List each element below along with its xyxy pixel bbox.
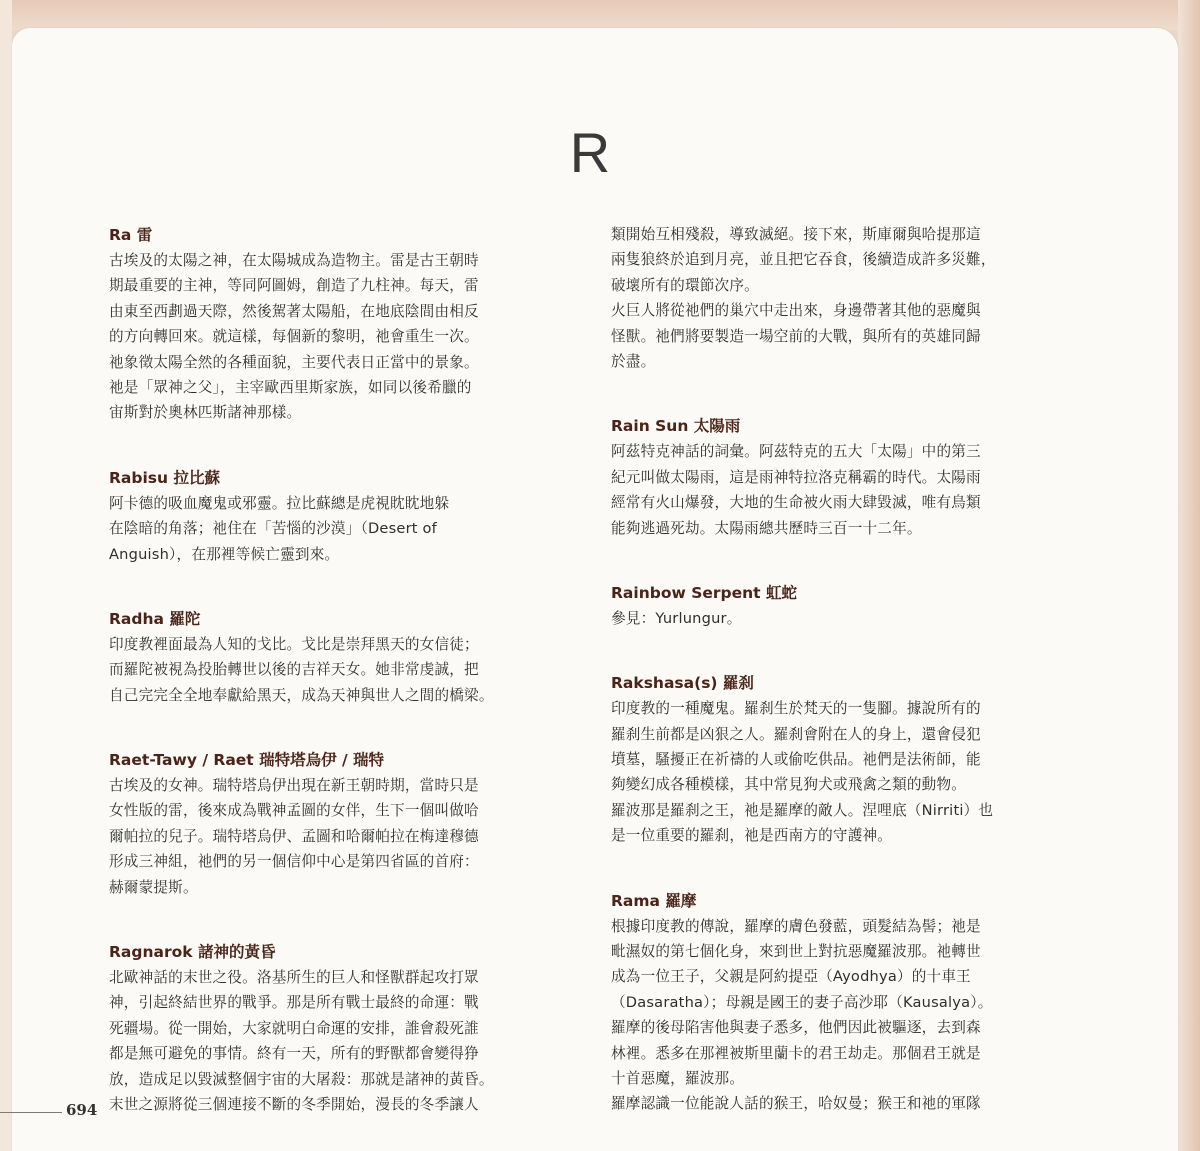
entry-gap [109,567,564,606]
entry-text-line: 印度教的一種魔鬼。羅刹生於梵天的一隻腳。據說所有的 [611,700,981,718]
entry-text-line: 自己完完全全地奉獻給黑天，成為天神與世人之間的橋梁。 [109,686,494,704]
entry-text-line: 羅刹生前都是凶狠之人。羅刹會附在人的身上，還會侵犯 [611,725,981,743]
entry-text-line: 墳墓，騷擾正在祈禱的人或偷吃供品。祂們是法術師，能 [611,751,981,769]
dictionary-entry [109,939,564,1117]
entry-text-line: 類開始互相殘殺，導致滅絕。接下來，斯庫爾與哈提那這 [611,226,981,243]
right-text-column [611,222,1067,1117]
dictionary-entry [109,465,564,567]
entry-text-line: 神，引起終結世界的戰爭。那是所有戰士最終的命運：戰 [109,994,479,1012]
entry-text-line: 羅波那是羅刹之王，祂是羅摩的敵人。涅哩底（Nirriti）也 [611,801,994,819]
dictionary-entry [109,606,564,708]
entry-title: Ragnarok 諸神的黃昏 [109,943,276,962]
entry-title: Rainbow Serpent 虹蛇 [611,583,797,602]
entry-text-line: 祂象徵太陽全然的各種面貌，主要代表日正當中的景象。 [109,353,479,371]
dictionary-entry [611,580,1067,631]
entry-title: Ra 雷 [109,226,153,244]
entry-gap [611,631,1067,670]
entry-text-line: 古埃及的女神。瑞特塔烏伊出現在新王朝時期，當時只是 [109,777,479,795]
footer-rule [0,1112,62,1113]
entry-text-line: 古埃及的太陽之神，在太陽城成為造物主。雷是古王朝時 [109,252,479,269]
entry-text-line: 放，造成足以毀滅整個宇宙的大屠殺：那就是諸神的黃昏。 [109,1070,494,1088]
entry-text-line: 是一位重要的羅刹，祂是西南方的守護神。 [611,827,893,845]
entry-text-line: 的方向轉回來。就這樣，每個新的黎明，祂會重生一次。 [109,328,479,346]
entry-text-line: 而羅陀被視為投胎轉世以後的吉祥天女。她非常虔誠，把 [109,661,479,679]
entry-text-line: 兩隻狼終於追到月亮，並且把它吞食，後續造成許多災難， [611,251,996,269]
entry-text-line: 期最重要的主神，等同阿圖姆，創造了九柱神。每天，雷 [109,277,479,295]
entry-text-line: 赫爾蒙提斯。 [109,878,198,896]
entry-title: Rakshasa(s) 羅刹 [611,674,754,693]
entry-text-line: 林裡。悉多在那裡被斯里蘭卡的君王劫走。那個君王就是 [611,1044,981,1062]
entry-gap [611,849,1067,888]
entry-text-line: 祂是「眾神之父」，主宰歐西里斯家族，如同以後希臘的 [109,378,472,396]
entry-text-line: 由東至西劃過天際，然後駕著太陽船，在地底陰間由相反 [109,302,479,320]
entry-text-line: 於盡。 [611,352,656,370]
entry-text-line: 死疆場。從一開始，大家就明白命運的安排，誰會殺死誰 [109,1019,479,1037]
entry-text-line: 羅摩認識一位能說人話的猴王，哈奴曼；猴王和祂的軍隊 [611,1095,981,1113]
dictionary-entry [109,747,564,900]
entry-text-line: 經常有火山爆發，大地的生命被火雨大肆毀滅，唯有鳥類 [611,494,981,512]
page-right-edge [1178,0,1200,1151]
entry-text-line: 十首惡魔，羅波那。 [611,1069,745,1087]
dictionary-entry [611,888,1067,1117]
entry-title: Rabisu 拉比蘇 [109,468,220,487]
entry-text-line: 爾帕拉的兒子。瑞特塔烏伊、孟圖和哈爾帕拉在梅達穆德 [109,827,479,845]
entry-gap [109,900,564,939]
entry-title: Rama 羅摩 [611,891,697,910]
entry-text-line: 成為一位王子，父親是阿約提亞（Ayodhya）的十車王 [611,968,971,986]
entry-text-line: Anguish），在那裡等候亡靈到來。 [109,545,340,563]
entry-text-line: 末世之源將從三個連接不斷的冬季開始，漫長的冬季讓人 [109,1095,479,1113]
entry-text-line: 參見：Yurlungur。 [611,609,742,627]
entry-text-line: 火巨人將從祂們的巢穴中走出來，身邊帶著其他的惡魔與 [611,302,981,320]
entry-gap [611,541,1067,580]
dictionary-entry [611,413,1067,541]
entry-text-line: 宙斯對於奧林匹斯諸神那樣。 [109,404,302,422]
entry-text-line: 羅摩的後母陷害他與妻子悉多，他們因此被驅逐，去到森 [611,1019,981,1037]
entry-text-line: 北歐神話的末世之役。洛基所生的巨人和怪獸群起攻打眾 [109,969,479,987]
entry-text-line: 根據印度教的傳說，羅摩的膚色發藍，頭髮結為髻；祂是 [611,917,981,935]
entry-text-line: 破壞所有的環節次序。 [611,276,759,294]
entry-gap [109,426,564,465]
entry-text-line: （Dasaratha）；母親是國王的妻子高沙耶（Kausalya）。 [611,993,993,1011]
entry-text-line: 怪獸。祂們將要製造一場空前的大戰，與所有的英雄同歸 [611,327,981,345]
entry-gap [109,708,564,747]
entry-text-line: 女性版的雷，後來成為戰神孟圖的女伴，生下一個叫做哈 [109,802,479,820]
entry-text-line: 形成三神組，祂們的另一個信仰中心是第四省區的首府： [109,853,479,871]
entry-text-line: 印度教裡面最為人知的戈比。戈比是崇拜黑天的女信徒； [109,635,479,653]
entry-text-line: 在陰暗的角落；祂住在「苦惱的沙漠」（Desert of [109,520,438,538]
dictionary-entry [611,222,1067,374]
entry-title: Raet-Tawy / Raet 瑞特塔烏伊 / 瑞特 [109,751,385,770]
entry-text-line: 紀元叫做太陽雨，這是雨神特拉洛克稱霸的時代。太陽雨 [611,468,981,486]
entry-text-line: 毗濕奴的第七個化身，來到世上對抗惡魔羅波那。祂轉世 [611,943,981,961]
entry-text-line: 能夠逃過死劫。太陽雨總共歷時三百一十二年。 [611,519,922,537]
page-top-edge [0,0,1200,30]
section-letter-heading: R [569,121,611,184]
page-number: 694 [66,1101,98,1119]
page-left-edge [0,0,12,1151]
dictionary-entry [109,222,564,426]
entry-title: Rain Sun 太陽雨 [611,417,741,436]
entry-text-line: 都是無可避免的事情。終有一天，所有的野獸都會變得狰 [109,1045,479,1063]
entry-title: Radha 羅陀 [109,609,201,628]
entry-text-line: 阿卡德的吸血魔鬼或邪靈。拉比蘇總是虎視眈眈地躲 [109,494,450,512]
left-text-column [109,222,564,1117]
dictionary-entry [611,670,1067,848]
entry-text-line: 夠變幻成各種模樣，其中常見狗犬或飛禽之類的動物。 [611,776,967,794]
entry-text-line: 阿茲特克神話的詞彙。阿茲特克的五大「太陽」中的第三 [611,443,981,461]
entry-gap [611,374,1067,413]
